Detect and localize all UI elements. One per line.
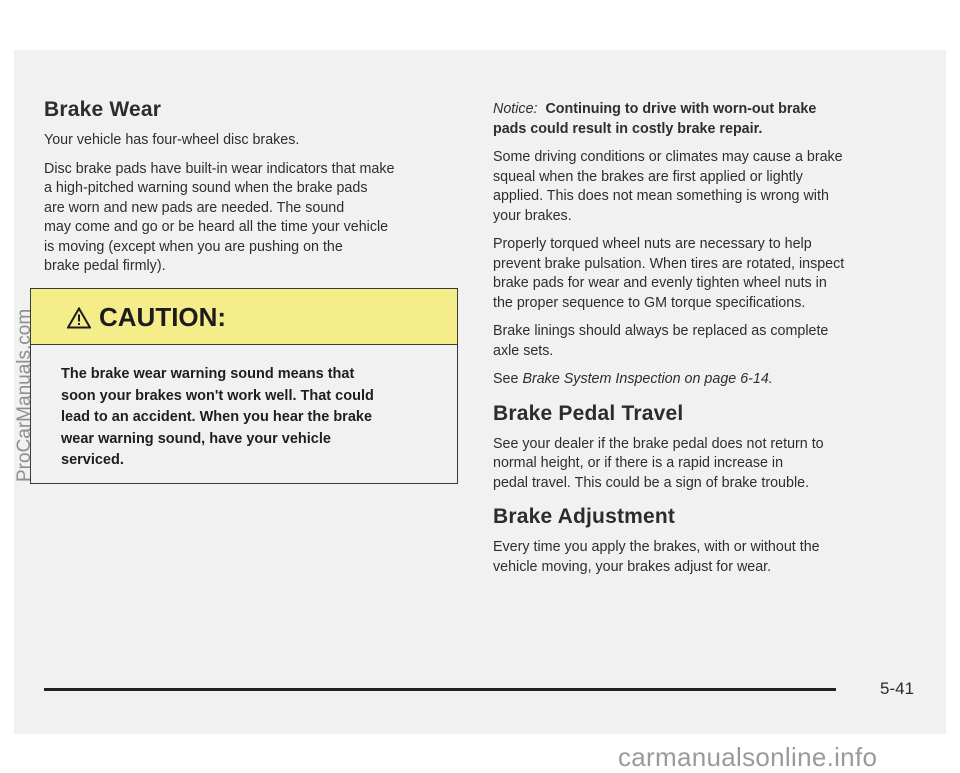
- footer-rule: [44, 688, 836, 691]
- text-line: soon your brakes won't work well. That could: [61, 387, 374, 404]
- warning-triangle-icon: [67, 307, 91, 329]
- text-line: brake pedal firmly).: [44, 258, 166, 274]
- brake-adjustment-heading: Brake Adjustment: [493, 505, 676, 528]
- text-line: Brake linings should always be replaced as complete: [493, 323, 829, 339]
- text-line: brake pads for wear and evenly tighten wheel nuts in: [493, 275, 827, 291]
- text-line: The brake wear warning sound means that: [61, 366, 355, 382]
- brake-squeal-paragraph: [493, 148, 918, 226]
- text-line: normal height, or if there is a rapid increase in: [493, 455, 784, 471]
- text-line: applied. This does not mean something is wrong with: [493, 188, 829, 204]
- cross-reference-link: Brake System Inspection on page 6-14.: [522, 371, 773, 387]
- caution-title: [67, 302, 226, 333]
- text-line: pads could result in costly brake repair.: [493, 120, 763, 137]
- text-line: a high-pitched warning sound when the brake pads: [44, 180, 368, 196]
- brake-wear-intro: Your vehicle has four-wheel disc brakes.: [44, 132, 300, 148]
- text-line: Some driving conditions or climates may cause a brake: [493, 149, 843, 165]
- text-line: Every time you apply the brakes, with or without the: [493, 539, 820, 555]
- page-number: 5-41: [880, 679, 915, 698]
- notice-paragraph: [493, 100, 918, 139]
- brake-linings-paragraph: [493, 322, 918, 361]
- text-line: are worn and new pads are needed. The sound: [44, 199, 345, 216]
- text-line: lead to an accident. When you hear the brake: [61, 409, 373, 425]
- caution-label: CAUTION:: [99, 302, 227, 332]
- text-line: your brakes.: [493, 207, 572, 224]
- text-line: squeal when the brakes are first applied or lightly: [493, 168, 803, 185]
- see-reference: [493, 370, 918, 390]
- caution-box: [30, 288, 458, 484]
- text-line: Disc brake pads have built-in wear indicators that make: [44, 160, 395, 177]
- caution-header: [31, 289, 457, 345]
- caution-body: [61, 364, 441, 472]
- wheel-nuts-paragraph: [493, 235, 918, 313]
- text-line: the proper sequence to GM torque specifications.: [493, 294, 806, 311]
- brake-adjustment-paragraph: [493, 538, 918, 577]
- text-line: pedal travel. This could be a sign of brake trouble.: [493, 474, 810, 491]
- brake-pedal-travel-heading: Brake Pedal Travel: [493, 401, 684, 425]
- brake-pedal-travel-paragraph: [493, 435, 918, 494]
- brake-wear-indicator-paragraph: [44, 160, 459, 277]
- text-line: serviced.: [61, 452, 124, 468]
- side-watermark-text: ProCarManuals.com: [14, 308, 35, 482]
- see-prefix: See: [493, 371, 519, 387]
- brake-wear-heading: Brake Wear: [44, 98, 162, 121]
- notice-label: Notice:: [493, 101, 538, 117]
- footer-watermark: carmanualsonline.info: [618, 742, 878, 772]
- text-line: vehicle moving, your brakes adjust for wear.: [493, 558, 772, 575]
- text-line: axle sets.: [493, 342, 554, 359]
- text-line: wear warning sound, have your vehicle: [61, 430, 331, 447]
- text-line: See your dealer if the brake pedal does not return to: [493, 435, 824, 452]
- side-watermark: [14, 308, 35, 502]
- text-line: Properly torqued wheel nuts are necessary to help: [493, 236, 812, 252]
- left-column: [44, 98, 459, 277]
- text-line: prevent brake pulsation. When tires are rotated, inspect: [493, 255, 845, 272]
- right-column: [493, 100, 918, 577]
- text-line: is moving (except when you are pushing on the: [44, 238, 343, 255]
- text-line: Continuing to drive with worn-out brake: [545, 101, 817, 117]
- text-line: may come and go or be heard all the time your vehicle: [44, 219, 389, 235]
